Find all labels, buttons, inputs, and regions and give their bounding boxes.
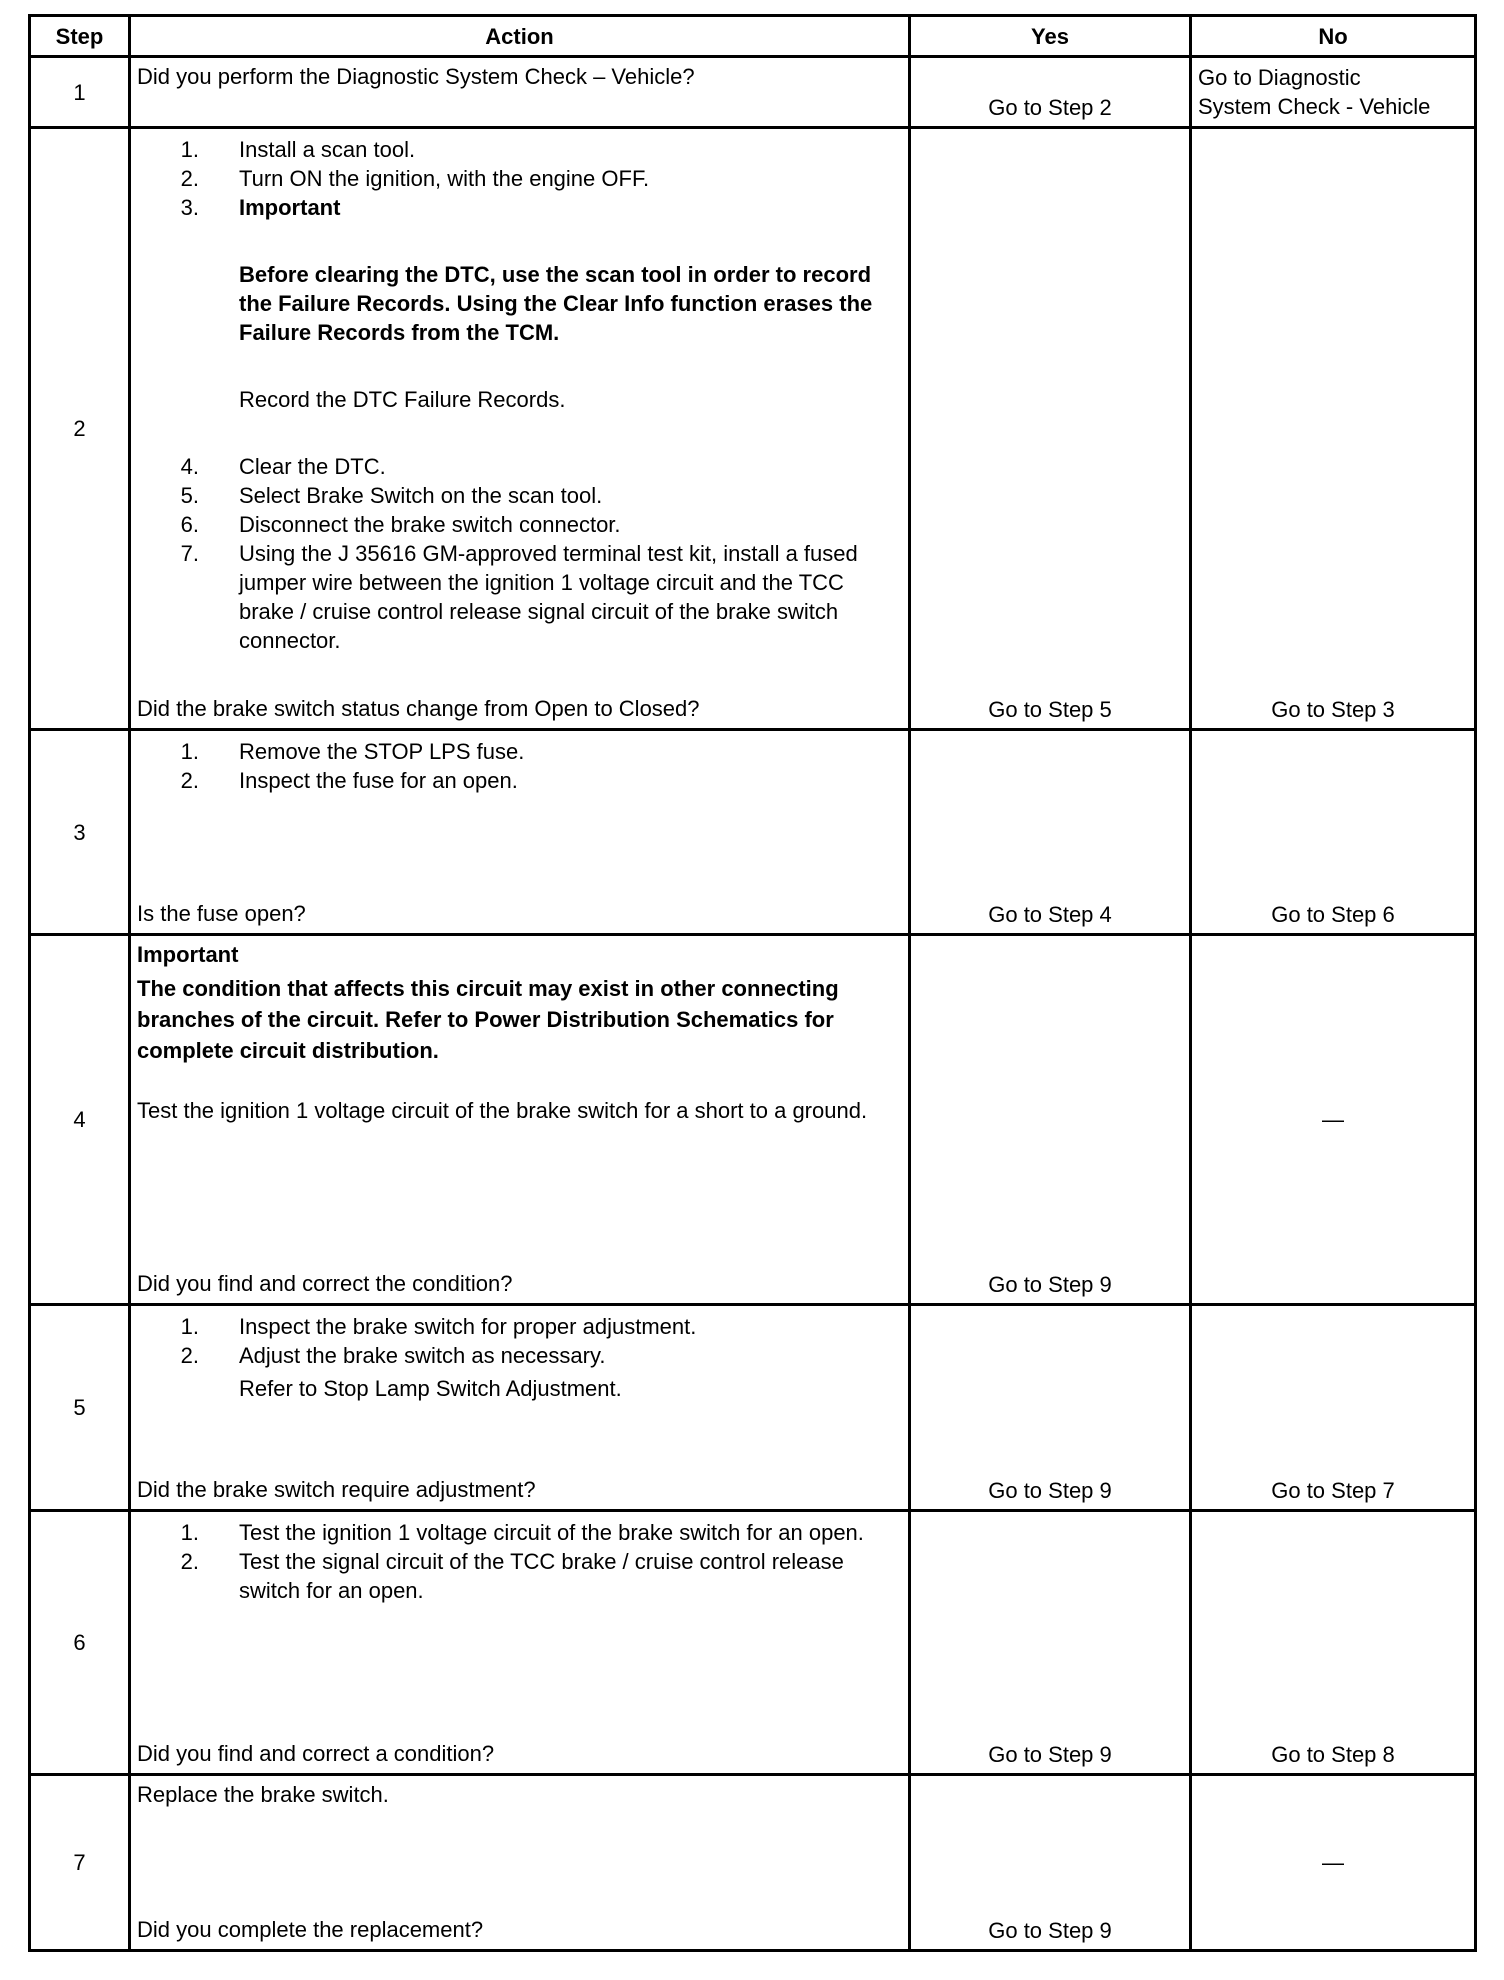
no-cell: —: [1191, 935, 1476, 1305]
step-number: 6: [30, 1511, 130, 1775]
action-cell: [130, 1511, 910, 1775]
list-item: 2. Test the signal circuit of the TCC brake / cruise control release switch for an open.: [180, 1549, 844, 1603]
action-cell: [130, 1775, 910, 1951]
list-item: 6. Disconnect the brake switch connector.: [180, 512, 621, 537]
yes-cell: Go to Step 9: [910, 1511, 1191, 1775]
header-step: Step: [30, 16, 130, 57]
no-cell: [1191, 57, 1476, 128]
list-item: 1. Remove the STOP LPS fuse.: [180, 739, 525, 764]
question-text: Is the fuse open?: [137, 901, 306, 926]
table-row: [30, 1511, 1476, 1775]
no-cell: Go to Step 7: [1191, 1305, 1476, 1511]
list-item: 2. Adjust the brake switch as necessary.: [180, 1343, 606, 1368]
table-row: [30, 730, 1476, 935]
question-text: Did you perform the Diagnostic System Check – Vehicle?: [137, 64, 695, 89]
list-item: 7. Using the J 35616 GM-approved terminal test kit, install a fused jumper wire between the ignition 1 voltage circuit and the TCC brake / cruise control release signal circuit of the brake switch connector.: [180, 541, 858, 653]
header-row: [30, 16, 1476, 57]
table-row: [30, 935, 1476, 1305]
no-cell: Go to Step 3: [1191, 128, 1476, 730]
header-no: No: [1191, 16, 1476, 57]
list-item: 1. Inspect the brake switch for proper adjustment.: [180, 1314, 697, 1339]
test-text: Test the ignition 1 voltage circuit of the brake switch for a short to a ground.: [137, 1098, 868, 1123]
table-row: [30, 128, 1476, 730]
yes-cell: Go to Step 2: [910, 57, 1191, 128]
yes-cell: Go to Step 9: [910, 1775, 1191, 1951]
diagnostic-table: [28, 14, 1477, 1952]
table-row: [30, 57, 1476, 128]
header-yes: Yes: [910, 16, 1191, 57]
step-number: 3: [30, 730, 130, 935]
step-number: 2: [30, 128, 130, 730]
table-row: [30, 1775, 1476, 1951]
question-text: Did you complete the replacement?: [137, 1917, 484, 1942]
question-text: Did the brake switch require adjustment?: [137, 1477, 536, 1502]
step-number: 5: [30, 1305, 130, 1511]
question-text: Did the brake switch status change from Open to Closed?: [137, 696, 700, 721]
list-item: 1. Test the ignition 1 voltage circuit of the brake switch for an open.: [180, 1520, 864, 1545]
step-number: 7: [30, 1775, 130, 1951]
action-cell: [130, 1305, 910, 1511]
question-text: Did you find and correct the condition?: [137, 1271, 513, 1296]
yes-cell: Go to Step 9: [910, 1305, 1191, 1511]
question-text: Did you find and correct a condition?: [137, 1741, 495, 1766]
action-cell: [130, 57, 910, 128]
list-item: 4. Clear the DTC.: [180, 454, 386, 479]
table-row: [30, 1305, 1476, 1511]
important-note: Before clearing the DTC, use the scan tool in order to record the Failure Records. Using the Clear Info function erases the Failure Records from the TCM.: [239, 262, 873, 345]
refer-text: Refer to Stop Lamp Switch Adjustment.: [239, 1376, 622, 1401]
action-cell: [130, 730, 910, 935]
list-item: 3. Important: [180, 195, 341, 220]
important-note: The condition that affects this circuit may exist in other connecting branches of the circuit. Refer to Power Distribution Schematics for complete circuit distribution.: [137, 976, 839, 1063]
no-line-1: Go to Diagnostic: [1198, 65, 1361, 90]
record-text: Record the DTC Failure Records.: [239, 387, 566, 412]
action-cell: [130, 935, 910, 1305]
header-action: Action: [130, 16, 910, 57]
list-item: 5. Select Brake Switch on the scan tool.: [180, 483, 603, 508]
no-line-2: System Check - Vehicle: [1198, 94, 1431, 119]
no-cell: Go to Step 6: [1191, 730, 1476, 935]
list-item: 1. Install a scan tool.: [180, 137, 416, 162]
no-cell: —: [1191, 1775, 1476, 1951]
yes-cell: Go to Step 9: [910, 935, 1191, 1305]
yes-cell: Go to Step 4: [910, 730, 1191, 935]
list-item: 2. Inspect the fuse for an open.: [180, 768, 518, 793]
yes-cell: Go to Step 5: [910, 128, 1191, 730]
list-item: 2. Turn ON the ignition, with the engine OFF.: [180, 166, 650, 191]
no-cell: Go to Step 8: [1191, 1511, 1476, 1775]
important-label: Important: [137, 942, 239, 967]
action-cell: [130, 128, 910, 730]
step-number: 1: [30, 57, 130, 128]
action-text: Replace the brake switch.: [137, 1782, 389, 1807]
step-number: 4: [30, 935, 130, 1305]
